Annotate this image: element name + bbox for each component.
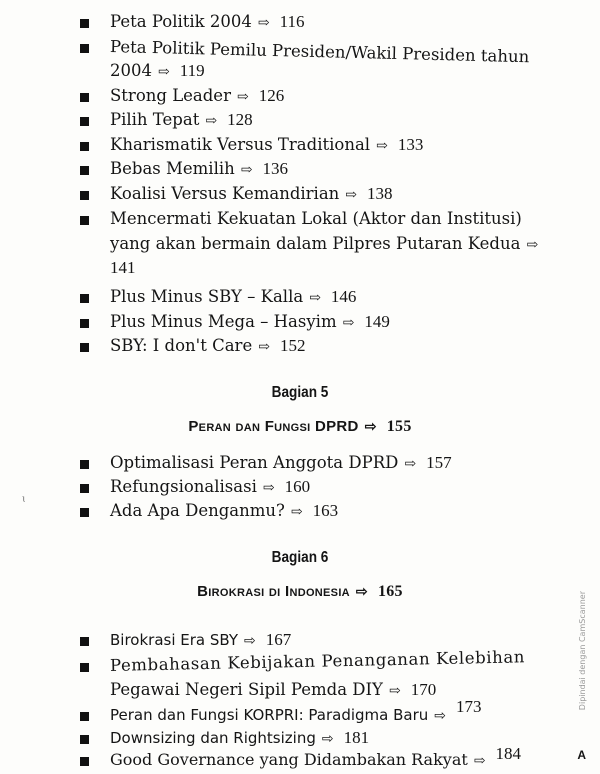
bullet-icon bbox=[80, 166, 89, 175]
entry-title: Birokrasi Era SBY bbox=[110, 631, 239, 649]
part-label: Bagian 5 bbox=[271, 384, 329, 401]
page-number: 184 bbox=[495, 744, 522, 763]
page-number: 173 bbox=[456, 697, 482, 716]
bullet-icon bbox=[80, 44, 89, 53]
page-number: 138 bbox=[367, 184, 393, 203]
entry-title-cont: Pegawai Negeri Sipil Pemda DIY bbox=[110, 680, 383, 699]
list-item bbox=[80, 207, 550, 279]
arrow-icon: ⇨ bbox=[205, 113, 218, 129]
bullet-icon bbox=[80, 484, 89, 493]
entry-title: Strong Leader bbox=[110, 86, 231, 105]
corner-mark: A bbox=[577, 748, 586, 762]
arrow-icon: ⇨ bbox=[388, 683, 401, 699]
bullet-icon bbox=[80, 117, 89, 126]
bullet-icon bbox=[80, 294, 89, 303]
entry-title: Peta Politik 2004 bbox=[110, 12, 252, 31]
entry-title: Peran dan Fungsi KORPRI: Paradigma Baru bbox=[110, 706, 429, 724]
page-number: 181 bbox=[343, 728, 370, 747]
arrow-icon: ⇨ bbox=[526, 237, 539, 253]
scan-speck: ɩ bbox=[22, 494, 26, 505]
page-number: 133 bbox=[397, 135, 424, 154]
section-title bbox=[0, 583, 600, 601]
page-number: 152 bbox=[279, 336, 306, 355]
bullet-icon bbox=[80, 93, 89, 102]
entry-title-cont: yang akan bermain dalam Pilpres Putaran Kedua bbox=[110, 234, 521, 253]
arrow-icon: ⇨ bbox=[244, 633, 256, 649]
bullet-icon bbox=[80, 191, 89, 200]
section-title-text: Peran dan Fungsi DPRD bbox=[188, 418, 359, 435]
entry-title: Mencermati Kekuatan Lokal (Aktor dan Institusi) bbox=[110, 209, 522, 228]
arrow-icon: ⇨ bbox=[236, 89, 249, 105]
arrow-icon: ⇨ bbox=[355, 583, 368, 599]
page-number: 128 bbox=[227, 110, 253, 129]
section-page-number: 155 bbox=[386, 418, 412, 435]
bullet-icon bbox=[80, 712, 89, 721]
scanner-watermark: Dipindai dengan CamScanner bbox=[578, 590, 587, 710]
list-item bbox=[80, 647, 550, 702]
section-title bbox=[0, 418, 600, 436]
entry-title: Plus Minus Mega – Hasyim bbox=[110, 312, 337, 331]
bullet-icon bbox=[80, 508, 89, 517]
entry-title: Peta Politik Pemilu Presiden/Wakil Presiden tahun bbox=[109, 37, 530, 67]
bullet-icon bbox=[80, 319, 89, 328]
arrow-icon: ⇨ bbox=[321, 731, 334, 747]
bullet-icon bbox=[80, 663, 89, 672]
arrow-icon: ⇨ bbox=[257, 15, 270, 31]
arrow-icon: ⇨ bbox=[345, 187, 358, 203]
section-title-text: Birokrasi di Indonesia bbox=[197, 583, 350, 600]
page-number: 160 bbox=[284, 477, 311, 496]
arrow-icon: ⇨ bbox=[240, 162, 253, 178]
page-number: 119 bbox=[179, 61, 205, 80]
arrow-icon: ⇨ bbox=[290, 504, 303, 520]
entry-title: Kharismatik Versus Traditional bbox=[110, 135, 371, 154]
page-number: 149 bbox=[364, 312, 390, 331]
bullet-icon bbox=[80, 460, 89, 469]
bullet-icon bbox=[80, 343, 89, 352]
entry-title: Ada Apa Denganmu? bbox=[110, 501, 285, 520]
page-number: 146 bbox=[330, 287, 357, 306]
arrow-icon: ⇨ bbox=[404, 456, 417, 472]
page-number: 126 bbox=[258, 86, 285, 105]
entry-title: Good Governance yang Didambakan Rakyat bbox=[110, 750, 468, 769]
page-number: 157 bbox=[426, 453, 452, 472]
arrow-icon: ⇨ bbox=[473, 753, 486, 769]
page-number: 170 bbox=[410, 680, 437, 699]
arrow-icon: ⇨ bbox=[364, 418, 377, 434]
bullet-icon bbox=[80, 142, 89, 151]
entry-title: Bebas Memilih bbox=[110, 159, 235, 178]
part-label: Bagian 6 bbox=[271, 549, 329, 566]
bullet-icon bbox=[80, 19, 89, 28]
arrow-icon: ⇨ bbox=[309, 290, 321, 306]
page-number: 141 bbox=[110, 258, 136, 277]
page-number: 163 bbox=[312, 501, 339, 520]
page-number: 116 bbox=[279, 12, 305, 31]
bullet-icon bbox=[80, 757, 89, 766]
bullet-icon bbox=[80, 216, 89, 225]
page-number: 136 bbox=[262, 159, 288, 178]
entry-title: SBY: I don't Care bbox=[110, 336, 253, 355]
entry-title: Optimalisasi Peran Anggota DPRD bbox=[110, 453, 399, 472]
entry-title: Downsizing dan Rightsizing bbox=[110, 729, 316, 747]
list-item bbox=[80, 35, 550, 83]
entry-title: Plus Minus SBY – Kalla bbox=[110, 287, 304, 306]
page-number: 167 bbox=[265, 630, 292, 649]
section-page-number: 165 bbox=[377, 583, 403, 600]
arrow-icon: ⇨ bbox=[262, 480, 275, 496]
arrow-icon: ⇨ bbox=[158, 64, 170, 80]
arrow-icon: ⇨ bbox=[434, 708, 447, 724]
arrow-icon: ⇨ bbox=[342, 315, 355, 331]
entry-title: Pembahasan Kebijakan Penanganan Kelebihan bbox=[109, 647, 526, 675]
bullet-icon bbox=[80, 637, 89, 646]
arrow-icon: ⇨ bbox=[376, 138, 388, 154]
entry-title: Refungsionalisasi bbox=[110, 477, 257, 496]
entry-title-cont: 2004 bbox=[110, 61, 152, 80]
entry-title: Pilih Tepat bbox=[110, 110, 200, 129]
arrow-icon: ⇨ bbox=[258, 339, 270, 355]
entry-title: Koalisi Versus Kemandirian bbox=[110, 184, 340, 203]
bullet-icon bbox=[80, 735, 89, 744]
